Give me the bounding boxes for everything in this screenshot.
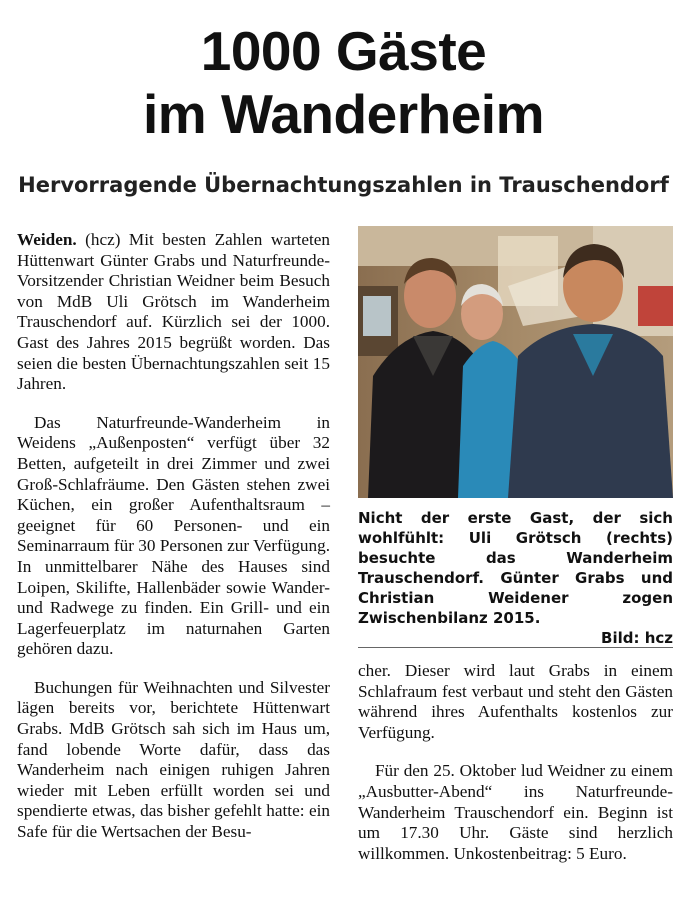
article-left-column [17,230,330,843]
article-paragraph-3: Buchungen für Weihnachten und Silvester lägen bereits vor, berichtete Hüttenwart Grabs. MdB Grötsch sah sich im Haus um, fand lobende Worte dafür, dass das Wanderheim nach einigen ruhigen Jahren wieder mit Leben erfüllt worden sei und spendierte etwas, das bisher gefehlt hatte: ein Safe für die Wertsachen der Besu- [17,677,330,842]
article-photo [358,226,673,498]
headline-line-2: im Wanderheim [143,83,544,145]
dateline: Weiden. [17,230,77,249]
paragraph-1-text: (hcz) Mit besten Zahlen warteten Hüttenwart Günter Grabs und Naturfreunde-Vorsitzender Christian Weidner beim Besuch von MdB Uli Grötsch im Wanderheim Trauschendorf auf. Kürzlich sei der 1000. Gast des Jahres 2015 begrüßt worden. Das seien die besten Übernachtungszahlen seit 15 Jahren. [17,230,330,394]
photo-three-men [358,226,673,498]
article-paragraph-4: cher. Dieser wird laut Grabs in einem Schlafraum fest verbaut und steht den Gästen während ihres Aufenthalts kostenlos zur Verfügung. [358,661,673,742]
article-paragraph-1 [17,230,330,395]
photo-caption [358,508,673,648]
headline-line-1: 1000 Gäste [200,20,487,82]
article-paragraph-2: Das Naturfreunde-Wanderheim in Weidens „Außenposten“ verfügt über 32 Betten, aufgeteilt in drei Zimmer und zwei Groß-Schlafräume. Den Gästen stehen zwei Küchen, ein großer Aufenthaltsraum – geeignet für 60 Personen- und ein Seminarraum für 30 Personen zur Verfügung. In unmittelbarer Nähe des Hauses sind Loipen, Skilifte, Hallenbäder sowie Wander- und Radwege zu finden. Ein Grill- und ein Lagerfeuerplatz im naturnahen Garten gehören dazu. [17,412,330,659]
caption-divider [358,647,673,648]
article-right-column [358,661,673,864]
headline [0,20,687,146]
article-paragraph-5: Für den 25. Oktober lud Weidner zu einem „Ausbutter-Abend“ ins Naturfreunde-Wanderheim Trauschendorf ein. Beginn ist um 17.30 Uhr. Gäste sind herzlich willkommen. Unkostenbeitrag: 5 Euro. [358,761,673,863]
caption-text: Nicht der erste Gast, der sich wohlfühlt: Uli Grötsch (rechts) besuchte das Wanderheim Trauschendorf. Günter Grabs und Christian Weidener zogen Zwischenbilanz 2015. [358,509,673,627]
subheadline: Hervorragende Übernachtungszahlen in Trauschendorf [18,173,669,197]
photo-credit: Bild: hcz [601,629,673,647]
